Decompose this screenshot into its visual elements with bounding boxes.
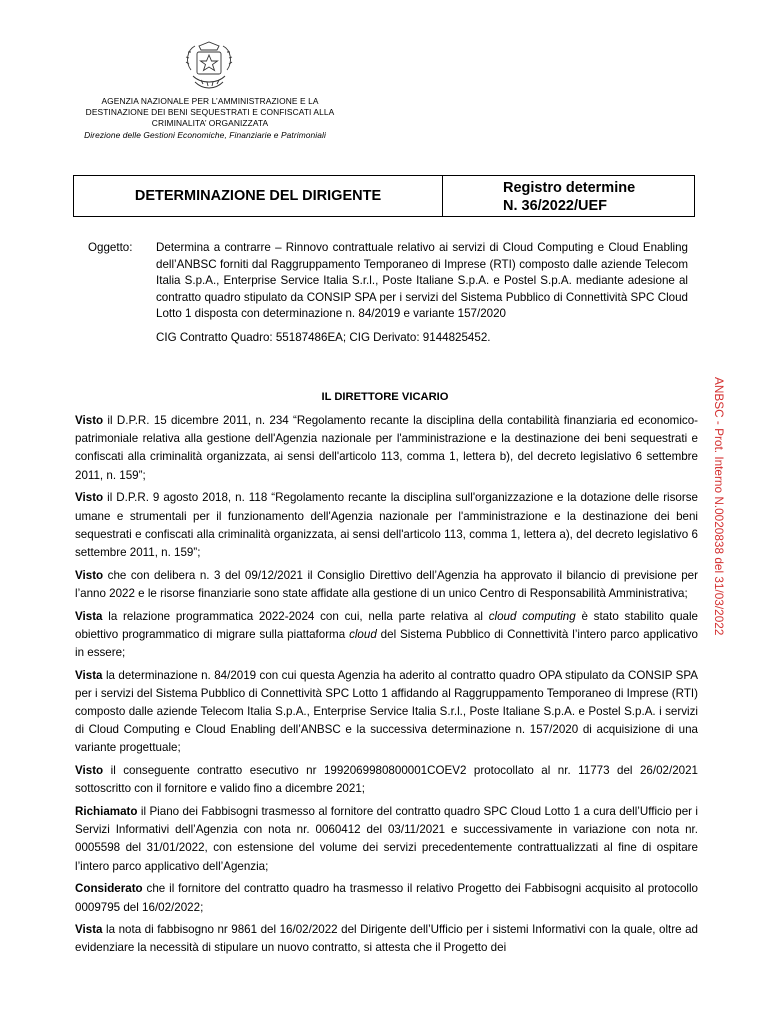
paragraph: Considerato che il fornitore del contratto quadro ha trasmesso il relativo Progetto dei Fabbisogni acquisito al protocollo 0009795 del 16/02/2022; (75, 882, 698, 914)
agency-line-3: CRIMINALITA’ ORGANIZZATA (151, 118, 269, 128)
department-name: Direzione delle Gestioni Economiche, Finanziarie e Patrimoniali (84, 130, 326, 140)
paragraph: Visto il D.P.R. 9 agosto 2018, n. 118 “Regolamento recante la disciplina sull'organizzazione e la dotazione delle risorse umane e strumentali per il funzionamento dell'Agenzia nazionale per l'amministrazione e la destinazione dei beni sequestrati e confiscati alla criminalità organizzata, ai sensi dell'articolo 113, comma 1, lettera a), del decreto legislativo 6 settembre 2011, n. 159”; (75, 491, 698, 559)
republic-emblem-icon (181, 40, 237, 94)
paragraph: Vista la relazione programmatica 2022-2024 con cui, nella parte relativa al cloud computing è stato stabilito quale obiettivo programmatico di migrare sulla piattaforma cloud del Sistema Pubblico di Connettività l’intero parco applicativo in essere; (75, 609, 698, 659)
registry-number: N. 36/2022/UEF (503, 198, 607, 214)
registry-label: Registro determine (503, 180, 636, 196)
cig-codes: CIG Contratto Quadro: 55187486EA; CIG Derivato: 9144825452. (156, 330, 491, 344)
section-heading: IL DIRETTORE VICARIO (321, 391, 449, 403)
agency-header (70, 96, 350, 141)
title-box (73, 175, 695, 217)
registry-info (443, 176, 694, 216)
document-title: DETERMINAZIONE DEL DIRIGENTE (74, 176, 443, 216)
agency-line-1: AGENZIA NAZIONALE PER L’AMMINISTRAZIONE E LA (101, 96, 319, 106)
paragraph: Richiamato il Piano dei Fabbisogni trasmesso al fornitore del contratto quadro SPC Cloud Lotto 1 a cura dell’Ufficio per i Servizi Informativi dell’Agenzia con nota nr. 0060412 del 03/11/2021 e successivamente in variazione con nota nr. 0005598 del 31/01/2022, con estensione del volume dei servizi precedentemente contrattualizzati al fine di ospitare l’intero parco applicativo dell’Agenzia; (75, 805, 698, 873)
paragraph: Visto che con delibera n. 3 del 09/12/2021 il Consiglio Direttivo dell’Agenzia ha approvato il bilancio di previsione per l’anno 2022 e le risorse finanziarie sono state affidate alla gestione di un unico Centro di Responsabilità Amministrativa; (75, 568, 698, 600)
subject-label: Oggetto: (88, 241, 133, 254)
document-body (75, 412, 698, 962)
subject-text: Determina a contrarre – Rinnovo contrattuale relativo ai servizi di Cloud Computing e Cloud Enabling dell’ANBSC forniti dal Raggruppamento Temporaneo di Imprese (RTI) composto dalle aziende Telecom Italia S.p.A., Enterprise Service Italia S.r.l., Poste Italiane S.p.A. e Postel S.p.A. mediante adesione al contratto quadro stipulato da CONSIP SPA per i servizi del Sistema Pubblico di Connettività SPC Cloud Lotto 1 disposta con determinazione n. 84/2019 e variante 157/2020 (156, 241, 688, 320)
paragraph: Visto il D.P.R. 15 dicembre 2011, n. 234 “Regolamento recante la disciplina della contabilità finanziaria ed economico-patrimoniale relativa alla gestione dell'Agenzia nazionale per l'amministrazione e la destinazione dei beni sequestrati e confiscati alla criminalità organizzata, ai sensi dell'articolo 113, comma 1, lettera b), del decreto legislativo 6 settembre 2011, n. 159”; (75, 414, 698, 482)
agency-line-2: DESTINAZIONE DEI BENI SEQUESTRATI E CONFISCATI ALLA (85, 107, 335, 117)
protocol-stamp-text: ANBSC - Prot. Interno N.0020838 del 31/03/2022 (712, 377, 726, 636)
paragraph: Visto il conseguente contratto esecutivo nr 1992069980800001COEV2 protocollato al nr. 11773 del 26/02/2021 sottoscritto con il fornitore e valido fino a dicembre 2021; (75, 764, 698, 796)
paragraph: Vista la determinazione n. 84/2019 con cui questa Agenzia ha aderito al contratto quadro OPA stipulato da CONSIP SPA per i servizi del Sistema Pubblico di Connettività SPC Lotto 1 affidando al Raggruppamento Temporaneo di Imprese (RTI) composto dalle aziende Telecom Italia S.p.A., Enterprise Service Italia S.r.l., Poste Italiane S.p.A. e Postel S.p.A. i servizi di Cloud Computing e Cloud Enabling dell’ANBSC e la successiva determinazione n. 157/2020 di acquisizione di una variante progettuale; (75, 668, 698, 755)
protocol-stamp (711, 377, 731, 647)
paragraph: Vista la nota di fabbisogno nr 9861 del 16/02/2022 del Dirigente dell’Ufficio per i sistemi Informativi con la quale, oltre ad evidenziare la necessità di stipulare un nuovo contratto, si attesta che il Progetto dei (75, 923, 698, 955)
subject-block (88, 240, 688, 346)
